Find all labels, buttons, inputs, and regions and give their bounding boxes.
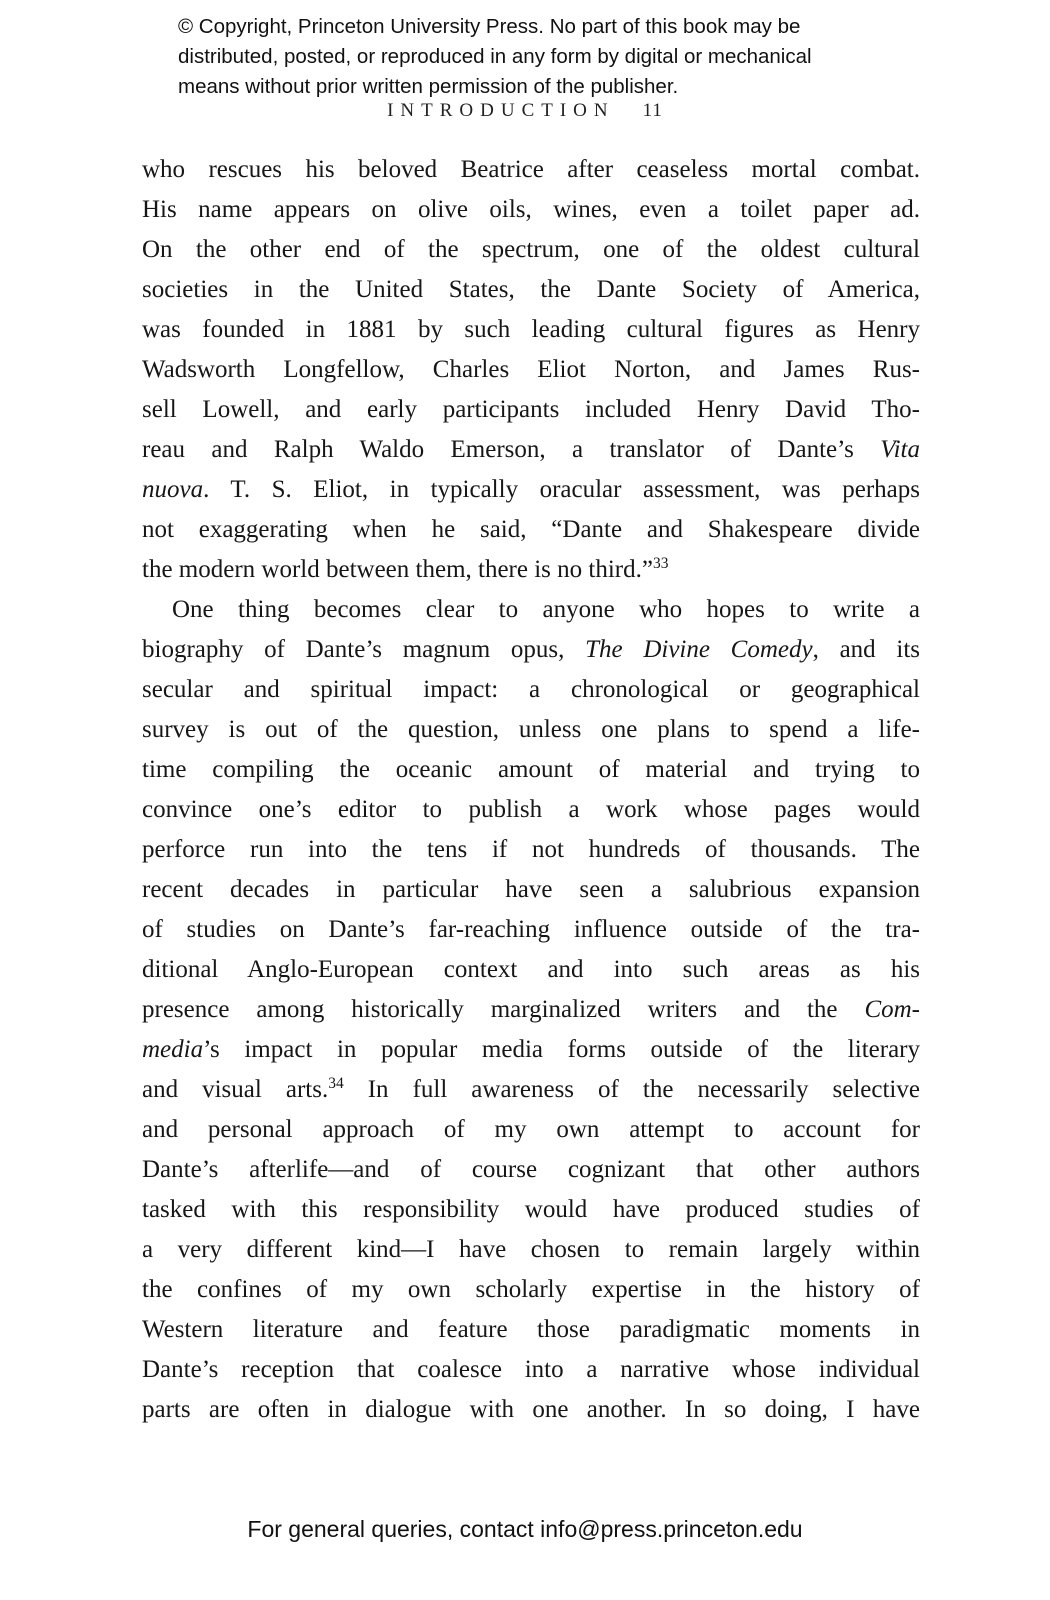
text-line [142, 270, 920, 310]
text-line [142, 910, 920, 950]
text-segment: a very different kind—I have chosen to remain largely within [142, 1236, 920, 1263]
text-line [142, 550, 920, 590]
text-segment: biography of Dante’s magnum opus, [142, 636, 586, 663]
text-segment: of studies on Dante’s far-reaching influence outside of the tra- [142, 916, 920, 943]
text-segment: the modern world between them, there is no third.” [142, 556, 653, 583]
text-segment: not exaggerating when he said, “Dante and Shakespeare divide [142, 516, 920, 543]
text-line [142, 1190, 920, 1230]
text-line [142, 1230, 920, 1270]
text-segment: the confines of my own scholarly expertise in the history of [142, 1276, 920, 1303]
copyright-line: © Copyright, Princeton University Press. No part of this book may be [178, 15, 801, 38]
text-segment: time compiling the oceanic amount of material and trying to [142, 756, 920, 783]
text-segment: presence among historically marginalized writers and the [142, 996, 865, 1023]
page-number: 11 [642, 100, 663, 121]
text-line [142, 1270, 920, 1310]
text-line [142, 750, 920, 790]
footnote-reference: 34 [328, 1075, 344, 1093]
text-segment: , and its [812, 636, 921, 663]
text-line [142, 1390, 920, 1430]
chapter-title: INTRODUCTION [387, 100, 615, 121]
body-text [142, 150, 920, 1430]
text-line [142, 950, 920, 990]
text-line [142, 990, 920, 1030]
text-line [142, 670, 920, 710]
text-segment: and visual arts. [142, 1076, 329, 1103]
text-line [142, 350, 920, 390]
text-segment: On the other end of the spectrum, one of the oldest cultural [142, 236, 920, 263]
text-line [142, 430, 920, 470]
footnote-reference: 33 [652, 555, 669, 573]
text-line [142, 830, 920, 870]
text-line [142, 1150, 920, 1190]
text-segment: parts are often in dialogue with one another. In so doing, I have [142, 1396, 920, 1423]
text-line [142, 310, 920, 350]
text-line [142, 790, 920, 830]
text-segment: Dante’s reception that coalesce into a narrative whose individual [142, 1356, 920, 1383]
text-line [142, 870, 920, 910]
text-line [142, 710, 920, 750]
text-segment: The Divine Comedy [585, 636, 813, 663]
text-line [142, 1310, 920, 1350]
text-segment: In full awareness of the necessarily selective [343, 1076, 920, 1103]
text-segment: convince one’s editor to publish a work whose pages would [142, 796, 920, 823]
text-segment: sell Lowell, and early participants included Henry David Tho- [142, 396, 920, 423]
text-segment: One thing becomes clear to anyone who hopes to write a [172, 596, 920, 623]
copyright-line: means without prior written permission of the publisher. [178, 75, 679, 98]
text-segment: . T. S. Eliot, in typically oracular assessment, was perhaps [203, 476, 920, 503]
text-segment: recent decades in particular have seen a salubrious expansion [142, 876, 920, 903]
copyright-line: distributed, posted, or reproduced in any form by digital or mechanical [178, 45, 812, 68]
text-line [142, 390, 920, 430]
text-line [142, 1350, 920, 1390]
text-line [142, 470, 920, 510]
text-segment: Vita [880, 436, 920, 463]
running-head [0, 100, 1050, 122]
text-segment: societies in the United States, the Dante Society of America, [142, 276, 920, 303]
text-segment: tasked with this responsibility would have produced studies of [142, 1196, 920, 1223]
text-segment: ’s impact in popular media forms outside of the literary [203, 1036, 920, 1063]
text-segment: secular and spiritual impact: a chronological or geographical [142, 676, 920, 703]
text-segment: nuova [142, 476, 204, 503]
text-line [142, 190, 920, 230]
text-line [142, 630, 920, 670]
text-segment: who rescues his beloved Beatrice after ceaseless mortal combat. [142, 156, 920, 183]
text-line [142, 1110, 920, 1150]
text-segment: ditional Anglo-European context and into such areas as his [142, 956, 920, 983]
text-segment: reau and Ralph Waldo Emerson, a translator of Dante’s [142, 436, 881, 463]
footer-contact: For general queries, contact info@press.princeton.edu [247, 1516, 803, 1542]
text-segment: Dante’s afterlife—and of course cognizant that other authors [142, 1156, 920, 1183]
text-segment: His name appears on olive oils, wines, even a toilet paper ad. [142, 196, 920, 223]
text-segment: and personal approach of my own attempt to account for [142, 1116, 920, 1143]
text-line [142, 510, 920, 550]
text-segment: was founded in 1881 by such leading cultural figures as Henry [142, 316, 920, 343]
text-segment: perforce run into the tens if not hundreds of thousands. The [142, 836, 920, 863]
text-line [142, 150, 920, 190]
text-segment: Com- [864, 996, 920, 1023]
paragraph [142, 150, 920, 590]
text-segment: survey is out of the question, unless one plans to spend a life- [142, 716, 920, 743]
text-line [142, 590, 920, 630]
text-segment: Western literature and feature those paradigmatic moments in [142, 1316, 920, 1343]
text-segment: media [142, 1036, 204, 1063]
text-line [142, 1070, 920, 1110]
text-segment: Wadsworth Longfellow, Charles Eliot Norton, and James Rus- [142, 356, 920, 383]
text-line [142, 230, 920, 270]
copyright-notice [178, 12, 898, 102]
paragraph [142, 590, 920, 1430]
text-line [142, 1030, 920, 1070]
